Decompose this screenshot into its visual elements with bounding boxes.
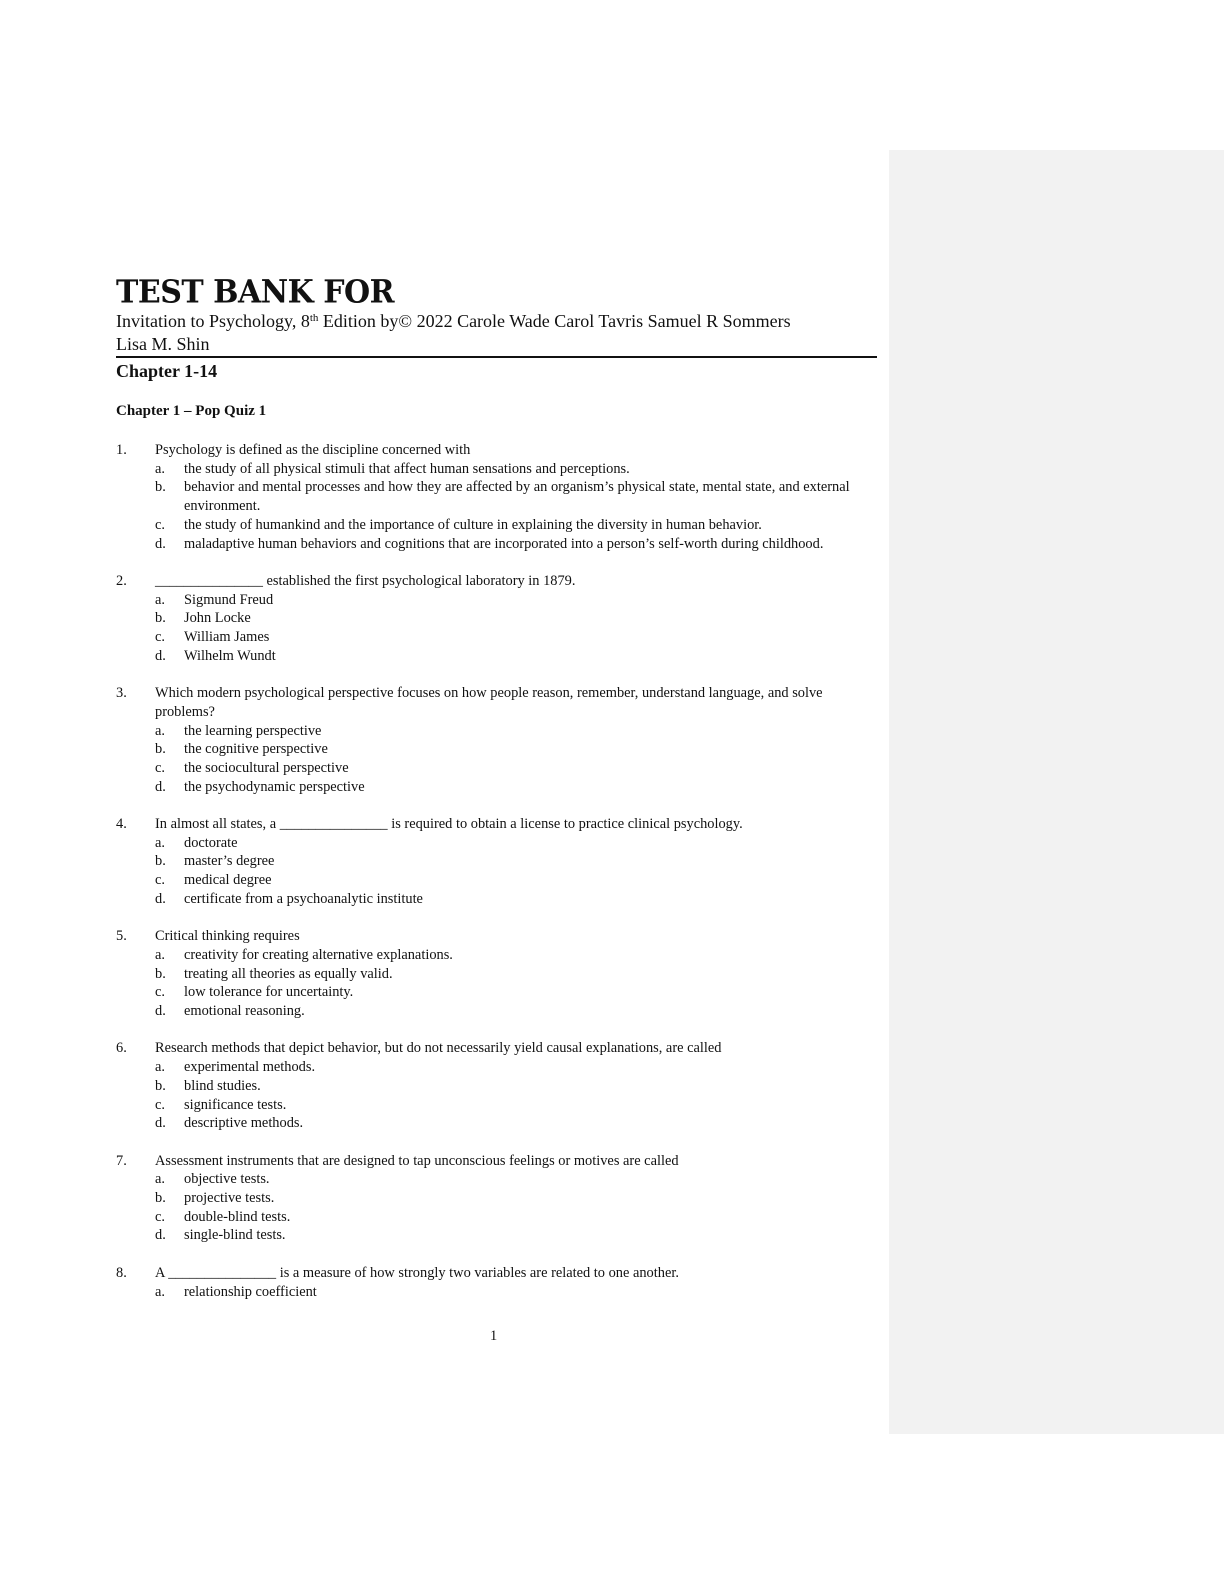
option-letter: d. [155, 535, 166, 552]
question-number: 1. [116, 442, 127, 458]
option-text: relationship coefficient [184, 1283, 317, 1300]
answer-options [155, 591, 876, 666]
answer-option [155, 890, 876, 909]
option-text: the cognitive perspective [184, 741, 328, 758]
question-item [116, 1264, 876, 1301]
question-list [116, 441, 876, 1320]
option-letter: c. [155, 759, 165, 776]
question-number: 7. [116, 1152, 127, 1169]
option-letter: d. [155, 890, 166, 907]
option-text: doctorate [184, 834, 238, 851]
answer-option [155, 1114, 876, 1133]
option-letter: b. [155, 1077, 166, 1094]
option-letter: c. [155, 1208, 165, 1225]
option-text: Wilhelm Wundt [184, 647, 276, 664]
option-text: John Locke [184, 610, 251, 627]
citation-text: Invitation to Psychology, 8 [116, 311, 310, 331]
question-number: 3. [116, 685, 127, 702]
option-text: significance tests. [184, 1096, 287, 1113]
option-letter: a. [155, 1283, 165, 1300]
answer-option [155, 722, 876, 741]
answer-option [155, 1170, 876, 1189]
answer-option [155, 460, 876, 479]
option-text: William James [184, 629, 270, 646]
chapter-range: Chapter 1-14 [116, 361, 218, 381]
question-item [116, 572, 876, 666]
option-text: emotional reasoning. [184, 1003, 305, 1020]
answer-options [155, 460, 876, 554]
question-text: Research methods that depict behavior, but do not necessarily yield causal explanations, are called [155, 1040, 722, 1057]
option-text: the study of all physical stimuli that affect human sensations and perceptions. [184, 460, 630, 477]
question-item [116, 1152, 876, 1246]
option-letter: b. [155, 479, 166, 496]
question-text: A _______________ is a measure of how strongly two variables are related to one another. [155, 1264, 679, 1281]
answer-option [155, 834, 876, 853]
answer-option [155, 591, 876, 610]
option-letter: a. [155, 460, 165, 477]
question-number: 8. [116, 1264, 127, 1281]
option-letter: b. [155, 853, 166, 870]
option-text: master’s degree [184, 853, 275, 870]
option-text: Sigmund Freud [184, 591, 274, 608]
answer-option [155, 609, 876, 628]
option-letter: c. [155, 629, 165, 646]
quiz-heading: Chapter 1 – Pop Quiz 1 [116, 403, 267, 419]
answer-option [155, 1208, 876, 1227]
answer-option [155, 852, 876, 871]
option-text: behavior and mental processes and how they are affected by an organism’s physical state, mental state, and external environment. [184, 479, 850, 515]
option-letter: a. [155, 1171, 165, 1188]
answer-option [155, 965, 876, 984]
option-letter: d. [155, 778, 166, 795]
option-letter: c. [155, 872, 165, 889]
answer-option [155, 740, 876, 759]
comment-margin-pane [889, 150, 1224, 1434]
question-number: 4. [116, 816, 127, 833]
option-letter: c. [155, 516, 165, 533]
option-letter: a. [155, 1059, 165, 1076]
question-item [116, 441, 876, 553]
answer-option [155, 628, 876, 647]
question-text: In almost all states, a _______________ is required to obtain a license to practice clinical psychology. [155, 816, 743, 833]
question-text: Which modern psychological perspective focuses on how people reason, remember, understand language, and solve problems? [155, 685, 823, 720]
answer-options [155, 834, 876, 909]
question-item [116, 927, 876, 1021]
option-letter: d. [155, 1115, 166, 1132]
option-letter: d. [155, 1227, 166, 1244]
document-header [116, 272, 877, 356]
option-text: objective tests. [184, 1171, 270, 1188]
question-item [116, 1039, 876, 1133]
answer-options [155, 1283, 876, 1302]
answer-option [155, 871, 876, 890]
option-text: maladaptive human behaviors and cognitions that are incorporated into a person’s self-worth during childhood. [184, 535, 824, 552]
option-text: certificate from a psychoanalytic institute [184, 890, 423, 907]
option-letter: b. [155, 1190, 166, 1207]
answer-option [155, 983, 876, 1002]
answer-options [155, 1058, 876, 1133]
citation-author: Lisa M. Shin [116, 334, 210, 354]
answer-option [155, 535, 876, 554]
option-text: creativity for creating alternative explanations. [184, 946, 453, 963]
option-letter: a. [155, 946, 165, 963]
answer-option [155, 1189, 876, 1208]
option-letter: b. [155, 610, 166, 627]
answer-option [155, 1058, 876, 1077]
option-letter: b. [155, 741, 166, 758]
option-text: the psychodynamic perspective [184, 778, 365, 795]
answer-option [155, 778, 876, 797]
answer-option [155, 1002, 876, 1021]
answer-options [155, 1170, 876, 1245]
answer-option [155, 1283, 876, 1302]
option-text: descriptive methods. [184, 1115, 304, 1132]
document-title: TEST BANK FOR [116, 274, 395, 311]
option-text: treating all theories as equally valid. [184, 965, 393, 982]
question-item [116, 815, 876, 909]
question-number: 6. [116, 1040, 127, 1057]
option-text: the learning perspective [184, 722, 322, 739]
option-text: medical degree [184, 872, 272, 889]
book-citation [116, 310, 877, 356]
page-number: 1 [490, 1328, 498, 1344]
answer-option [155, 1096, 876, 1115]
option-letter: b. [155, 965, 166, 982]
header-divider [116, 356, 877, 358]
option-letter: a. [155, 834, 165, 851]
answer-options [155, 722, 876, 797]
answer-option [155, 946, 876, 965]
question-text: Critical thinking requires [155, 928, 300, 945]
answer-option [155, 647, 876, 666]
edition-superscript: th [309, 312, 319, 324]
option-text: experimental methods. [184, 1059, 316, 1076]
answer-option [155, 759, 876, 778]
answer-option [155, 516, 876, 535]
answer-options [155, 946, 876, 1021]
question-text: _______________ established the first psychological laboratory in 1879. [155, 572, 576, 589]
answer-option [155, 1226, 876, 1245]
option-letter: d. [155, 647, 166, 664]
option-text: blind studies. [184, 1077, 261, 1094]
option-text: double-blind tests. [184, 1208, 291, 1225]
option-letter: d. [155, 1003, 166, 1020]
option-letter: c. [155, 1096, 165, 1113]
question-item [116, 684, 876, 796]
question-text: Psychology is defined as the discipline concerned with [155, 442, 471, 458]
option-letter: a. [155, 722, 165, 739]
option-text: the study of humankind and the importance of culture in explaining the diversity in human behavior. [184, 516, 762, 533]
option-text: single-blind tests. [184, 1227, 286, 1244]
answer-option [155, 1077, 876, 1096]
option-text: the sociocultural perspective [184, 759, 349, 776]
question-number: 5. [116, 928, 127, 945]
question-text: Assessment instruments that are designed to tap unconscious feelings or motives are called [155, 1152, 679, 1169]
option-letter: c. [155, 984, 165, 1001]
option-letter: a. [155, 591, 165, 608]
option-text: low tolerance for uncertainty. [184, 984, 354, 1001]
option-text: projective tests. [184, 1190, 275, 1207]
citation-text-cont: Edition by© 2022 Carole Wade Carol Tavris Samuel R Sommers [318, 311, 791, 331]
answer-option [155, 478, 876, 515]
question-number: 2. [116, 572, 127, 589]
